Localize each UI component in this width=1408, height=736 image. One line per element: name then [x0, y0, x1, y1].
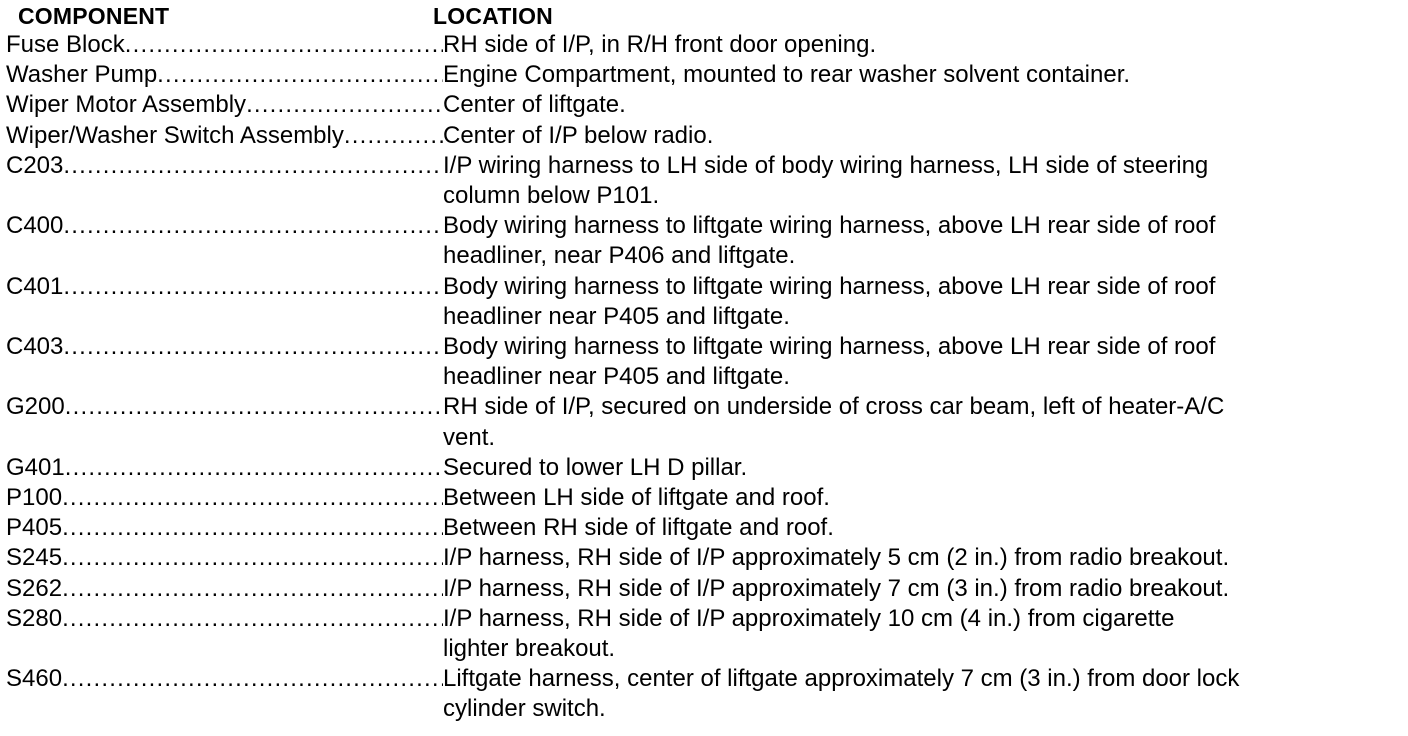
component-name: C403 — [6, 333, 64, 361]
dot-leader — [62, 604, 443, 664]
table-row — [6, 60, 1408, 90]
component-cell — [6, 664, 443, 724]
location-text: Center of I/P below radio. — [443, 121, 714, 149]
component-cell — [6, 121, 443, 151]
table-row — [6, 121, 1408, 151]
location-cell — [443, 272, 1393, 332]
location-cell — [443, 211, 1393, 271]
location-text: Between RH side of liftgate and roof. — [443, 514, 834, 542]
location-cell — [443, 574, 1393, 604]
location-text: headliner near P405 and liftgate. — [443, 302, 790, 330]
table-row — [6, 392, 1408, 452]
dot-leader — [63, 151, 443, 211]
location-text: Secured to lower LH D pillar. — [443, 453, 748, 481]
component-name: S460 — [6, 665, 63, 693]
table-row — [6, 664, 1408, 724]
component-cell — [6, 453, 443, 483]
dot-leader — [125, 30, 443, 60]
table-row — [6, 453, 1408, 483]
component-name: C203 — [6, 151, 64, 179]
dot-leader — [62, 574, 443, 604]
component-cell — [6, 90, 443, 120]
table-row — [6, 574, 1408, 604]
location-text: column below P101. — [443, 182, 660, 210]
location-cell — [443, 60, 1393, 90]
component-name: P100 — [6, 484, 63, 512]
component-name: G401 — [6, 453, 65, 481]
component-cell — [6, 211, 443, 271]
location-text: headliner near P405 and liftgate. — [443, 363, 790, 391]
location-cell — [443, 392, 1393, 452]
dot-leader — [62, 513, 443, 543]
table-row — [6, 604, 1408, 664]
component-cell — [6, 272, 443, 332]
component-name: C401 — [6, 272, 64, 300]
location-text: headliner, near P406 and liftgate. — [443, 242, 796, 270]
location-cell — [443, 453, 1393, 483]
location-text: I/P harness, RH side of I/P approximately 5 cm (2 in.) from radio breakout. — [443, 544, 1230, 572]
location-text: Body wiring harness to liftgate wiring harness, above LH rear side of roof — [443, 333, 1216, 361]
location-text: I/P harness, RH side of I/P approximately 7 cm (3 in.) from radio breakout. — [443, 574, 1230, 602]
location-text: Between LH side of liftgate and roof. — [443, 484, 830, 512]
component-name: G200 — [6, 393, 65, 421]
location-cell — [443, 664, 1393, 724]
location-text: Center of liftgate. — [443, 91, 626, 119]
location-cell — [443, 30, 1393, 60]
table-row — [6, 332, 1408, 392]
component-name: S280 — [6, 604, 63, 632]
component-name: Washer Pump — [6, 61, 158, 89]
location-text: lighter breakout. — [443, 635, 616, 663]
dot-leader — [63, 272, 443, 332]
table-row — [6, 513, 1408, 543]
component-name: Wiper Motor Assembly — [6, 91, 247, 119]
table-body — [6, 30, 1408, 725]
dot-leader — [62, 664, 443, 724]
location-cell — [443, 332, 1393, 392]
location-cell — [443, 151, 1393, 211]
location-text: RH side of I/P, secured on underside of cross car beam, left of heater-A/C — [443, 393, 1225, 421]
component-cell — [6, 392, 443, 452]
dot-leader — [65, 453, 443, 483]
dot-leader — [62, 483, 443, 513]
location-cell — [443, 121, 1393, 151]
component-cell — [6, 604, 443, 664]
component-name: C400 — [6, 212, 64, 240]
component-column-header: COMPONENT — [18, 3, 170, 29]
component-name: Fuse Block — [6, 31, 125, 58]
component-cell — [6, 543, 443, 573]
table-row — [6, 272, 1408, 332]
component-name: P405 — [6, 514, 63, 542]
component-cell — [6, 574, 443, 604]
location-text: I/P harness, RH side of I/P approximately 10 cm (4 in.) from cigarette — [443, 604, 1175, 632]
dot-leader — [62, 543, 443, 573]
table-row — [6, 30, 1408, 60]
component-cell — [6, 60, 443, 90]
location-column-header: LOCATION — [433, 3, 553, 29]
location-cell — [443, 90, 1393, 120]
dot-leader — [65, 392, 443, 452]
location-text: Body wiring harness to liftgate wiring harness, above LH rear side of roof — [443, 272, 1216, 300]
component-name: Wiper/Washer Switch Assembly — [6, 121, 344, 149]
location-text: Liftgate harness, center of liftgate approximately 7 cm (3 in.) from door lock — [443, 665, 1240, 693]
dot-leader — [157, 60, 443, 90]
component-cell — [6, 513, 443, 543]
table-row — [6, 151, 1408, 211]
location-cell — [443, 513, 1393, 543]
location-text: RH side of I/P, in R/H front door opening. — [443, 31, 877, 58]
component-cell — [6, 151, 443, 211]
location-cell — [443, 543, 1393, 573]
location-text: Body wiring harness to liftgate wiring harness, above LH rear side of roof — [443, 212, 1216, 240]
component-name: S245 — [6, 544, 63, 572]
dot-leader — [344, 121, 443, 151]
location-text: Engine Compartment, mounted to rear washer solvent container. — [443, 61, 1131, 89]
table-row — [6, 90, 1408, 120]
location-cell — [443, 483, 1393, 513]
table-row — [6, 543, 1408, 573]
table-header — [6, 2, 1408, 30]
location-cell — [443, 604, 1393, 664]
location-text: vent. — [443, 423, 496, 451]
component-cell — [6, 30, 443, 60]
component-name: S262 — [6, 574, 63, 602]
dot-leader — [63, 332, 443, 392]
location-text: I/P wiring harness to LH side of body wiring harness, LH side of steering — [443, 151, 1209, 179]
dot-leader — [246, 90, 443, 120]
component-cell — [6, 483, 443, 513]
dot-leader — [63, 211, 443, 271]
table-row — [6, 483, 1408, 513]
location-text: cylinder switch. — [443, 695, 606, 723]
component-cell — [6, 332, 443, 392]
table-row — [6, 211, 1408, 271]
